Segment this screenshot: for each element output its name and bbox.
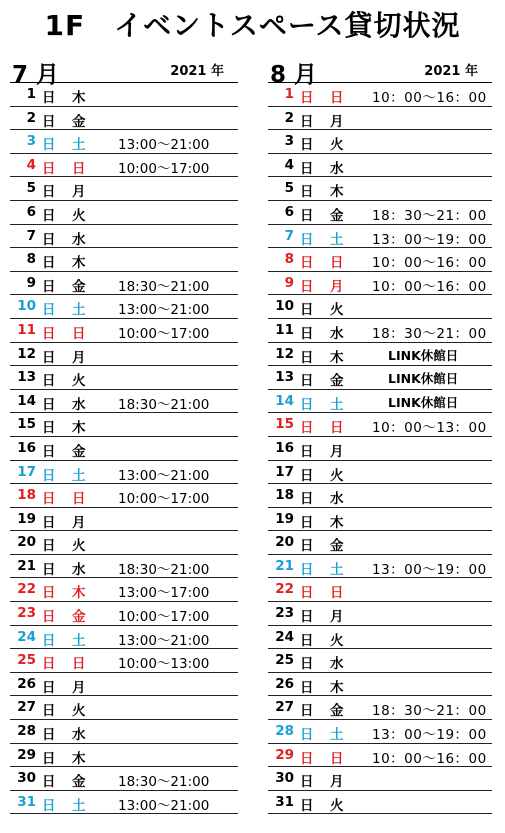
booking-time: 13:00～21:00: [118, 137, 210, 154]
day-suffix: 日: [42, 443, 56, 460]
booking-time: 10：00～16：00: [372, 278, 487, 295]
day-number: 1: [26, 86, 36, 102]
day-number: 26: [17, 675, 36, 692]
day-row: [10, 295, 238, 319]
day-row: [10, 484, 238, 508]
day-suffix: 日: [42, 207, 56, 224]
day-row: [10, 626, 238, 650]
day-row: [10, 83, 238, 107]
day-row: [10, 555, 238, 579]
day-suffix: 日: [300, 90, 314, 106]
day-row: [10, 744, 238, 768]
day-number: 4: [26, 156, 36, 173]
day-suffix: 日: [300, 703, 314, 720]
day-suffix: 日: [300, 396, 314, 413]
day-number: 27: [17, 699, 36, 716]
day-number: 7: [26, 227, 36, 244]
weekday-label: 水: [72, 231, 86, 248]
day-number: 18: [275, 487, 294, 504]
day-number: 6: [284, 203, 294, 220]
weekday-label: 木: [72, 420, 86, 437]
day-suffix: 日: [42, 184, 56, 201]
day-suffix: 日: [300, 609, 314, 626]
day-number: 22: [17, 581, 36, 598]
day-row: [10, 791, 238, 815]
day-row: [10, 319, 238, 343]
day-suffix: 日: [300, 113, 314, 130]
day-suffix: 日: [42, 703, 56, 720]
day-row: [268, 602, 492, 626]
day-number: 21: [17, 557, 36, 574]
booking-time: 18:30～21:00: [118, 396, 210, 413]
booking-time: 10：00～16：00: [372, 750, 487, 767]
day-row: [10, 531, 238, 555]
day-row: [268, 791, 492, 815]
day-number: 3: [26, 133, 36, 150]
day-suffix: 日: [300, 774, 314, 791]
booking-time: 18:30～21:00: [118, 278, 210, 295]
day-suffix: 日: [300, 184, 314, 201]
weekday-label: 木: [72, 255, 86, 272]
day-number: 9: [284, 274, 294, 291]
day-row: [10, 767, 238, 791]
august-calendar: [268, 60, 492, 814]
day-suffix: 日: [300, 679, 314, 696]
day-row: [268, 107, 492, 131]
weekday-label: 土: [72, 467, 86, 484]
weekday-label: 金: [330, 538, 344, 555]
day-number: 12: [17, 345, 36, 362]
day-suffix: 日: [300, 278, 314, 295]
day-number: 30: [17, 770, 36, 787]
day-number: 26: [275, 675, 294, 692]
weekday-label: 金: [72, 278, 86, 295]
day-number: 11: [17, 321, 36, 338]
weekday-label: 月: [330, 278, 344, 295]
day-number: 24: [275, 628, 294, 645]
day-row: [10, 413, 238, 437]
day-number: 19: [275, 510, 294, 527]
weekday-label: 日: [72, 656, 86, 673]
weekday-label: 木: [330, 679, 344, 696]
weekday-label: 月: [330, 774, 344, 791]
day-row: [268, 225, 492, 249]
booking-time: 10:00～13:00: [118, 656, 210, 673]
day-number: 28: [275, 723, 294, 740]
day-suffix: 日: [300, 137, 314, 154]
day-row: [268, 177, 492, 201]
weekday-label: 金: [72, 443, 86, 460]
day-suffix: 日: [42, 750, 56, 767]
day-number: 5: [284, 180, 294, 197]
day-row: [268, 366, 492, 390]
day-row: [10, 366, 238, 390]
day-suffix: 日: [42, 90, 56, 106]
day-number: 15: [17, 416, 36, 433]
day-row: [10, 508, 238, 532]
weekday-label: 火: [72, 207, 86, 224]
day-number: 3: [284, 133, 294, 150]
day-row: [268, 626, 492, 650]
day-suffix: 日: [42, 467, 56, 484]
day-suffix: 日: [42, 514, 56, 531]
booking-time: 10:00～17:00: [118, 491, 210, 508]
day-row: [10, 673, 238, 697]
booking-time: 13：00～19：00: [372, 727, 487, 744]
booking-time: 18：30～21：00: [372, 207, 487, 224]
booking-time: 13:00～21:00: [118, 632, 210, 649]
day-number: 2: [26, 109, 36, 126]
weekday-label: 火: [330, 797, 344, 814]
booking-time: 13:00～17:00: [118, 585, 210, 602]
weekday-label: 木: [330, 184, 344, 201]
day-row: [268, 272, 492, 296]
weekday-label: 火: [330, 467, 344, 484]
july-month-label: 7 月: [12, 62, 60, 88]
day-suffix: 日: [300, 467, 314, 484]
august-header: [268, 60, 492, 88]
day-number: 17: [275, 463, 294, 480]
july-header: [10, 60, 238, 88]
day-suffix: 日: [42, 160, 56, 177]
day-number: 13: [275, 369, 294, 386]
booking-time: 18:30～21:00: [118, 561, 210, 578]
day-number: 16: [275, 439, 294, 456]
day-suffix: 日: [300, 538, 314, 555]
weekday-label: 火: [72, 373, 86, 390]
day-suffix: 日: [300, 585, 314, 602]
day-suffix: 日: [300, 727, 314, 744]
booking-time: 13：00～19：00: [372, 561, 487, 578]
weekday-label: 木: [330, 349, 344, 366]
day-suffix: 日: [300, 632, 314, 649]
day-row: [10, 461, 238, 485]
day-row: [268, 649, 492, 673]
weekday-label: 日: [330, 585, 344, 602]
day-suffix: 日: [42, 679, 56, 696]
day-row: [10, 720, 238, 744]
weekday-label: 土: [330, 231, 344, 248]
day-number: 28: [17, 723, 36, 740]
day-row: [268, 390, 492, 414]
weekday-label: 月: [72, 184, 86, 201]
day-suffix: 日: [300, 373, 314, 390]
day-suffix: 日: [300, 160, 314, 177]
day-suffix: 日: [300, 443, 314, 460]
weekday-label: 土: [72, 797, 86, 814]
day-number: 14: [17, 392, 36, 409]
august-day-list: [268, 83, 492, 814]
day-number: 22: [275, 581, 294, 598]
day-number: 20: [17, 534, 36, 551]
day-row: [10, 578, 238, 602]
day-number: 23: [275, 605, 294, 622]
day-number: 19: [17, 510, 36, 527]
day-suffix: 日: [42, 491, 56, 508]
day-number: 31: [275, 793, 294, 810]
day-row: [10, 107, 238, 131]
day-number: 1: [284, 86, 294, 102]
day-suffix: 日: [300, 207, 314, 224]
weekday-label: 日: [330, 255, 344, 272]
weekday-label: 金: [72, 609, 86, 626]
july-day-list: [10, 83, 238, 814]
day-row: [268, 578, 492, 602]
booking-time: 18:30～21:00: [118, 774, 210, 791]
booking-time: 18：30～21：00: [372, 325, 487, 342]
day-number: 10: [275, 298, 294, 315]
day-suffix: 日: [42, 561, 56, 578]
day-row: [268, 696, 492, 720]
day-suffix: 日: [42, 656, 56, 673]
day-suffix: 日: [300, 420, 314, 437]
day-suffix: 日: [300, 349, 314, 366]
day-row: [10, 177, 238, 201]
weekday-label: 土: [330, 727, 344, 744]
day-suffix: 日: [300, 656, 314, 673]
weekday-label: 土: [72, 137, 86, 154]
day-number: 6: [26, 203, 36, 220]
day-number: 14: [275, 392, 294, 409]
day-suffix: 日: [42, 302, 56, 319]
day-row: [268, 767, 492, 791]
day-number: 5: [26, 180, 36, 197]
day-row: [268, 201, 492, 225]
day-row: [268, 154, 492, 178]
day-number: 20: [275, 534, 294, 551]
day-row: [268, 83, 492, 107]
weekday-label: 月: [72, 514, 86, 531]
day-suffix: 日: [42, 774, 56, 791]
booking-time: 10:00～17:00: [118, 160, 210, 177]
day-row: [10, 272, 238, 296]
booking-time: 13:00～21:00: [118, 467, 210, 484]
august-year-label: 2021 年: [424, 64, 478, 79]
booking-time: 13:00～21:00: [118, 302, 210, 319]
day-row: [268, 343, 492, 367]
day-number: 31: [17, 793, 36, 810]
day-number: 25: [17, 652, 36, 669]
day-number: 29: [17, 746, 36, 763]
day-suffix: 日: [42, 396, 56, 413]
booking-time: 13:00～21:00: [118, 797, 210, 814]
day-number: 2: [284, 109, 294, 126]
booking-time: 18：30～21：00: [372, 703, 487, 720]
weekday-label: 土: [72, 632, 86, 649]
day-number: 4: [284, 156, 294, 173]
weekday-label: 水: [72, 396, 86, 413]
weekday-label: 水: [330, 325, 344, 342]
day-suffix: 日: [42, 349, 56, 366]
day-row: [10, 696, 238, 720]
day-row: [268, 437, 492, 461]
day-suffix: 日: [42, 538, 56, 555]
day-suffix: 日: [42, 278, 56, 295]
day-suffix: 日: [42, 325, 56, 342]
day-row: [10, 343, 238, 367]
day-number: 17: [17, 463, 36, 480]
day-row: [268, 295, 492, 319]
day-row: [268, 555, 492, 579]
day-suffix: 日: [42, 632, 56, 649]
booking-time: 10：00～13：00: [372, 420, 487, 437]
day-row: [10, 154, 238, 178]
weekday-label: 水: [330, 656, 344, 673]
closure-note: LINK休館日: [388, 394, 459, 410]
day-suffix: 日: [300, 514, 314, 531]
day-row: [268, 744, 492, 768]
day-number: 8: [26, 251, 36, 268]
weekday-label: 火: [72, 703, 86, 720]
day-suffix: 日: [300, 325, 314, 342]
weekday-label: 月: [72, 349, 86, 366]
weekday-label: 木: [72, 750, 86, 767]
day-number: 30: [275, 770, 294, 787]
booking-time: 10:00～17:00: [118, 609, 210, 626]
day-number: 7: [284, 227, 294, 244]
weekday-label: 日: [72, 491, 86, 508]
weekday-label: 木: [330, 514, 344, 531]
day-number: 12: [275, 345, 294, 362]
day-suffix: 日: [300, 561, 314, 578]
day-row: [268, 461, 492, 485]
weekday-label: 土: [330, 561, 344, 578]
day-suffix: 日: [42, 420, 56, 437]
day-number: 18: [17, 487, 36, 504]
day-row: [10, 248, 238, 272]
day-number: 25: [275, 652, 294, 669]
day-number: 16: [17, 439, 36, 456]
closure-note: LINK休館日: [388, 371, 459, 387]
day-number: 21: [275, 557, 294, 574]
day-suffix: 日: [42, 231, 56, 248]
day-suffix: 日: [42, 113, 56, 130]
day-suffix: 日: [42, 585, 56, 602]
day-suffix: 日: [42, 373, 56, 390]
day-row: [268, 130, 492, 154]
day-row: [268, 248, 492, 272]
day-suffix: 日: [300, 255, 314, 272]
weekday-label: 土: [72, 302, 86, 319]
booking-time: 10：00～16：00: [372, 90, 487, 106]
day-suffix: 日: [300, 302, 314, 319]
day-suffix: 日: [300, 491, 314, 508]
day-row: [10, 649, 238, 673]
weekday-label: 金: [330, 207, 344, 224]
weekday-label: 水: [72, 561, 86, 578]
booking-time: 10：00～16：00: [372, 255, 487, 272]
day-number: 8: [284, 251, 294, 268]
day-number: 15: [275, 416, 294, 433]
day-row: [10, 130, 238, 154]
weekday-label: 水: [72, 727, 86, 744]
day-suffix: 日: [300, 231, 314, 248]
day-suffix: 日: [42, 255, 56, 272]
day-number: 9: [26, 274, 36, 291]
day-suffix: 日: [300, 750, 314, 767]
day-number: 11: [275, 321, 294, 338]
weekday-label: 火: [330, 137, 344, 154]
booking-time: 13：00～19：00: [372, 231, 487, 248]
day-row: [10, 390, 238, 414]
day-suffix: 日: [42, 727, 56, 744]
day-row: [268, 673, 492, 697]
day-row: [268, 720, 492, 744]
day-suffix: 日: [300, 797, 314, 814]
day-suffix: 日: [42, 797, 56, 814]
day-row: [10, 201, 238, 225]
weekday-label: 火: [330, 632, 344, 649]
closure-note: LINK休館日: [388, 347, 459, 363]
weekday-label: 水: [330, 491, 344, 508]
booking-time: 10:00～17:00: [118, 325, 210, 342]
day-number: 24: [17, 628, 36, 645]
july-calendar: [10, 60, 238, 814]
weekday-label: 金: [72, 774, 86, 791]
weekday-label: 月: [72, 679, 86, 696]
day-suffix: 日: [42, 137, 56, 154]
day-number: 27: [275, 699, 294, 716]
weekday-label: 水: [330, 160, 344, 177]
august-month-label: 8 月: [270, 62, 318, 88]
day-row: [268, 508, 492, 532]
weekday-label: 木: [72, 585, 86, 602]
day-number: 10: [17, 298, 36, 315]
weekday-label: 日: [330, 90, 344, 106]
weekday-label: 日: [330, 420, 344, 437]
weekday-label: 金: [72, 113, 86, 130]
day-row: [10, 225, 238, 249]
weekday-label: 月: [330, 113, 344, 130]
day-row: [268, 319, 492, 343]
weekday-label: 火: [72, 538, 86, 555]
day-number: 29: [275, 746, 294, 763]
weekday-label: 火: [330, 302, 344, 319]
day-row: [268, 484, 492, 508]
day-suffix: 日: [42, 609, 56, 626]
weekday-label: 土: [330, 396, 344, 413]
weekday-label: 金: [330, 703, 344, 720]
day-row: [268, 413, 492, 437]
weekday-label: 日: [72, 160, 86, 177]
weekday-label: 日: [330, 750, 344, 767]
day-row: [268, 531, 492, 555]
day-row: [10, 437, 238, 461]
july-year-label: 2021 年: [170, 64, 224, 79]
day-row: [10, 602, 238, 626]
day-number: 23: [17, 605, 36, 622]
day-number: 13: [17, 369, 36, 386]
weekday-label: 月: [330, 609, 344, 626]
weekday-label: 日: [72, 325, 86, 342]
weekday-label: 金: [330, 373, 344, 390]
weekday-label: 木: [72, 90, 86, 106]
page-title: 1F イベントスペース貸切状況: [44, 9, 461, 42]
weekday-label: 月: [330, 443, 344, 460]
